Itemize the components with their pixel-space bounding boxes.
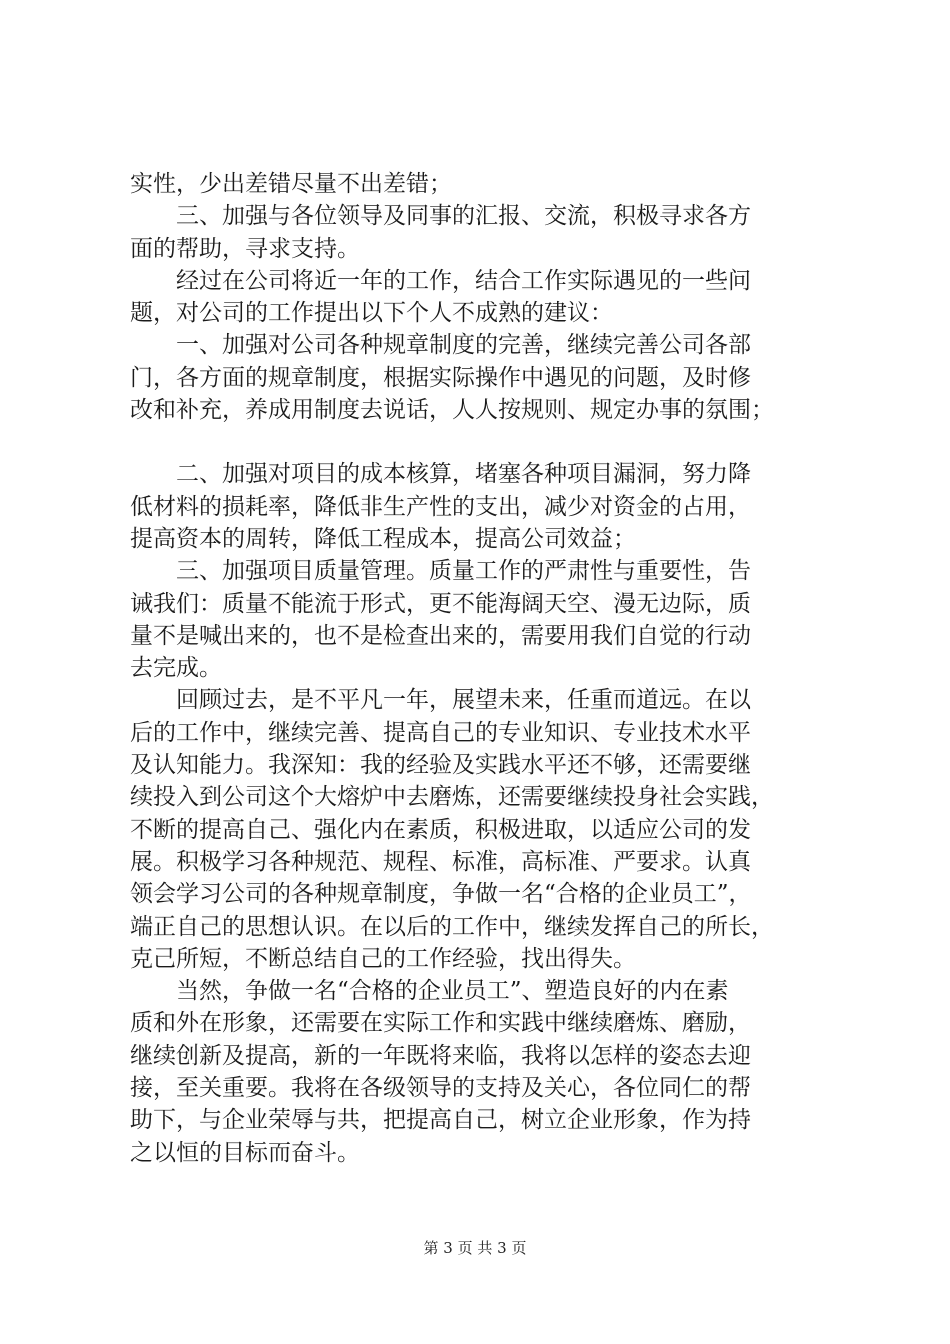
text-line: 端正自己的思想认识。在以后的工作中，继续发挥自己的所长， bbox=[130, 913, 774, 940]
text-line: 低材料的损耗率，降低非生产性的支出，减少对资金的占用， bbox=[130, 493, 751, 520]
text-line: 后的工作中，继续完善、提高自己的专业知识、专业技术水平 bbox=[130, 719, 751, 746]
text-line: 一、加强对公司各种规章制度的完善，继续完善公司各部 bbox=[130, 332, 751, 359]
text-line: 经过在公司将近一年的工作，结合工作实际遇见的一些问 bbox=[130, 267, 751, 294]
text-line: 继续创新及提高，新的一年既将来临，我将以怎样的姿态去迎 bbox=[130, 1042, 751, 1069]
text-line: 改和补充，养成用制度去说话，人人按规则、规定办事的氛围； bbox=[130, 397, 774, 424]
text-line: 质和外在形象，还需要在实际工作和实践中继续磨炼、磨励， bbox=[130, 1010, 751, 1037]
text-line: 克己所短，不断总结自己的工作经验，找出得失。 bbox=[130, 945, 636, 972]
text-line: 门，各方面的规章制度，根据实际操作中遇见的问题，及时修 bbox=[130, 364, 751, 391]
text-line: 二、加强对项目的成本核算，堵塞各种项目漏洞，努力降 bbox=[130, 461, 751, 488]
text-line: 助下，与企业荣辱与共，把提高自己，树立企业形象，作为持 bbox=[130, 1107, 751, 1134]
blank-line bbox=[130, 426, 830, 458]
text-line: 去完成。 bbox=[130, 655, 222, 682]
text-line: 不断的提高自己、强化内在素质，积极进取，以适应公司的发 bbox=[130, 816, 751, 843]
text-line: 题，对公司的工作提出以下个人不成熟的建议： bbox=[130, 300, 613, 327]
text-line: 诫我们：质量不能流于形式，更不能海阔天空、漫无边际，质 bbox=[130, 590, 751, 617]
document-body bbox=[130, 168, 830, 1169]
text-line: 接，至关重要。我将在各级领导的支持及关心，各位同仁的帮 bbox=[130, 1075, 751, 1102]
text-line: 领会学习公司的各种规章制度，争做一名“合格的企业员工”， bbox=[130, 881, 752, 908]
text-line: 续投入到公司这个大熔炉中去磨炼，还需要继续投身社会实践， bbox=[130, 784, 774, 811]
text-line: 面的帮助，寻求支持。 bbox=[130, 235, 360, 262]
text-line: 当然，争做一名“合格的企业员工”、塑造良好的内在素 bbox=[130, 978, 729, 1005]
text-line: 三、加强与各位领导及同事的汇报、交流，积极寻求各方 bbox=[130, 203, 751, 230]
text-line: 量不是喊出来的，也不是检查出来的，需要用我们自觉的行动 bbox=[130, 622, 751, 649]
text-line: 三、加强项目质量管理。质量工作的严肃性与重要性，告 bbox=[130, 558, 751, 585]
text-line: 展。积极学习各种规范、规程、标准，高标准、严要求。认真 bbox=[130, 848, 751, 875]
text-line: 及认知能力。我深知：我的经验及实践水平还不够，还需要继 bbox=[130, 752, 751, 779]
text-line: 之以恒的目标而奋斗。 bbox=[130, 1139, 360, 1166]
text-line: 回顾过去，是不平凡一年，展望未来，任重而道远。在以 bbox=[130, 687, 751, 714]
text-line: 实性，少出差错尽量不出差错； bbox=[130, 171, 452, 197]
page-footer: 第 3 页 共 3 页 bbox=[423, 1239, 527, 1257]
text-line: 提高资本的周转，降低工程成本，提高公司效益； bbox=[130, 525, 636, 552]
